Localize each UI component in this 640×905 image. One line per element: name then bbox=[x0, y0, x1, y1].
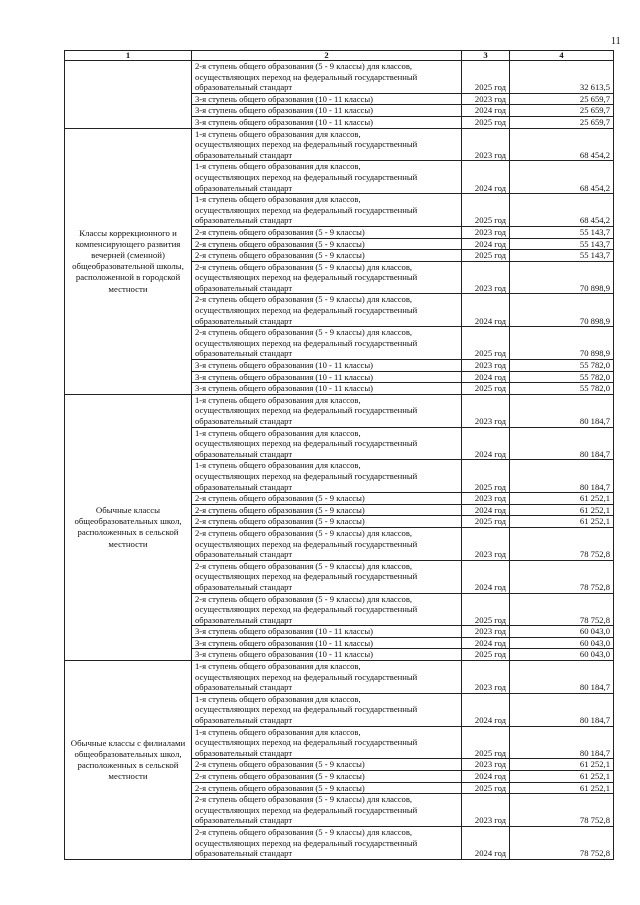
row-year: 2025 год bbox=[462, 782, 510, 794]
description-line: осуществляющих переход на федеральный государственный bbox=[195, 305, 418, 316]
row-description bbox=[192, 116, 462, 128]
row-year: 2024 год bbox=[462, 637, 510, 649]
description-line: образовательный стандарт bbox=[195, 448, 293, 459]
row-year: 2023 год bbox=[462, 261, 510, 294]
description-line: 3-я ступень общего образования (10 - 11 классы) bbox=[195, 383, 374, 394]
row-year: 2023 год bbox=[462, 128, 510, 161]
row-year: 2025 год bbox=[462, 383, 510, 395]
row-description bbox=[192, 493, 462, 505]
row-description bbox=[192, 261, 462, 294]
row-value: 55 782,0 bbox=[510, 383, 614, 395]
group-name: Обычные классы общеобразовательных школ, расположенных в сельской местности bbox=[65, 394, 192, 660]
header-col-2: 2 bbox=[192, 51, 462, 61]
row-value: 78 752,8 bbox=[510, 794, 614, 827]
cost-table bbox=[64, 50, 614, 860]
row-description bbox=[192, 649, 462, 661]
description-line: осуществляющих переход на федеральный государственный bbox=[195, 204, 418, 215]
row-year: 2023 год bbox=[462, 226, 510, 238]
header-col-4: 4 bbox=[510, 51, 614, 61]
description-line: осуществляющих переход на федеральный государственный bbox=[195, 804, 418, 815]
row-year: 2024 год bbox=[462, 238, 510, 250]
description-line: осуществляющих переход на федеральный государственный bbox=[195, 337, 418, 348]
row-value: 25 659,7 bbox=[510, 93, 614, 105]
description-line: 2-я ступень общего образования (5 - 9 классы) bbox=[195, 238, 365, 249]
row-year: 2023 год bbox=[462, 527, 510, 560]
description-line: 3-я ступень общего образования (10 - 11 классы) bbox=[195, 116, 374, 127]
row-description bbox=[192, 759, 462, 771]
row-description bbox=[192, 327, 462, 360]
description-line: осуществляющих переход на федеральный государственный bbox=[195, 837, 418, 848]
row-description bbox=[192, 726, 462, 759]
row-year: 2025 год bbox=[462, 116, 510, 128]
description-line: 2-я ступень общего образования (5 - 9 классы) для классов, bbox=[195, 826, 413, 837]
description-line: образовательный стандарт bbox=[195, 549, 293, 560]
row-value: 68 454,2 bbox=[510, 161, 614, 194]
description-line: образовательный стандарт bbox=[195, 315, 293, 326]
description-line: 1-я ступень общего образования для классов, bbox=[195, 661, 361, 672]
description-line: образовательный стандарт bbox=[195, 682, 293, 693]
row-year: 2025 год bbox=[462, 516, 510, 528]
row-value: 70 898,9 bbox=[510, 261, 614, 294]
row-value: 60 043,0 bbox=[510, 637, 614, 649]
description-line: осуществляющих переход на федеральный государственный bbox=[195, 71, 418, 82]
row-value: 60 043,0 bbox=[510, 626, 614, 638]
row-value: 25 659,7 bbox=[510, 116, 614, 128]
row-description bbox=[192, 794, 462, 827]
description-line: 2-я ступень общего образования (5 - 9 классы) для классов, bbox=[195, 61, 413, 71]
row-value: 32 613,5 bbox=[510, 61, 614, 94]
row-description bbox=[192, 560, 462, 593]
row-value: 80 184,7 bbox=[510, 394, 614, 427]
row-value: 60 043,0 bbox=[510, 649, 614, 661]
row-description bbox=[192, 360, 462, 372]
row-year: 2023 год bbox=[462, 626, 510, 638]
row-description bbox=[192, 826, 462, 859]
row-description bbox=[192, 105, 462, 117]
header-col-3: 3 bbox=[462, 51, 510, 61]
row-value: 68 454,2 bbox=[510, 194, 614, 227]
row-description bbox=[192, 527, 462, 560]
description-line: 1-я ступень общего образования для классов, bbox=[195, 194, 361, 205]
description-line: 1-я ступень общего образования для классов, bbox=[195, 427, 361, 438]
row-description bbox=[192, 128, 462, 161]
table-row bbox=[65, 128, 614, 161]
description-line: 3-я ступень общего образования (10 - 11 классы) bbox=[195, 371, 374, 382]
row-value: 78 752,8 bbox=[510, 527, 614, 560]
description-line: 3-я ступень общего образования (10 - 11 классы) bbox=[195, 637, 374, 648]
row-year: 2024 год bbox=[462, 504, 510, 516]
description-line: образовательный стандарт bbox=[195, 215, 293, 226]
row-year: 2025 год bbox=[462, 726, 510, 759]
row-description bbox=[192, 61, 462, 94]
description-line: образовательный стандарт bbox=[195, 614, 293, 625]
row-value: 68 454,2 bbox=[510, 128, 614, 161]
row-value: 61 252,1 bbox=[510, 782, 614, 794]
row-value: 61 252,1 bbox=[510, 493, 614, 505]
header-col-1: 1 bbox=[65, 51, 192, 61]
description-line: осуществляющих переход на федеральный государственный bbox=[195, 171, 418, 182]
row-value: 70 898,9 bbox=[510, 294, 614, 327]
row-value: 61 252,1 bbox=[510, 771, 614, 783]
row-value: 80 184,7 bbox=[510, 726, 614, 759]
description-line: 2-я ступень общего образования (5 - 9 классы) bbox=[195, 493, 365, 504]
group-name: Классы коррекционного и компенсирующего развития вечерней (сменной) общеобразовательной школы, расположенной в городской местности bbox=[65, 128, 192, 394]
row-value: 55 143,7 bbox=[510, 238, 614, 250]
row-description bbox=[192, 516, 462, 528]
description-line: образовательный стандарт bbox=[195, 149, 293, 160]
description-line: 2-я ступень общего образования (5 - 9 классы) для классов, bbox=[195, 294, 413, 305]
description-line: осуществляющих переход на федеральный государственный bbox=[195, 571, 418, 582]
row-description bbox=[192, 238, 462, 250]
row-year: 2024 год bbox=[462, 826, 510, 859]
description-line: образовательный стандарт bbox=[195, 416, 293, 426]
row-value: 78 752,8 bbox=[510, 593, 614, 626]
row-year: 2024 год bbox=[462, 161, 510, 194]
table-body bbox=[65, 61, 614, 860]
description-line: 3-я ступень общего образования (10 - 11 классы) bbox=[195, 649, 374, 660]
description-line: образовательный стандарт bbox=[195, 581, 293, 592]
description-line: осуществляющих переход на федеральный государственный bbox=[195, 438, 418, 449]
table-row bbox=[65, 394, 614, 427]
row-year: 2023 год bbox=[462, 794, 510, 827]
description-line: 2-я ступень общего образования (5 - 9 классы) для классов, bbox=[195, 527, 413, 538]
row-description bbox=[192, 371, 462, 383]
description-line: осуществляющих переход на федеральный государственный bbox=[195, 139, 418, 150]
description-line: образовательный стандарт bbox=[195, 82, 293, 93]
row-description bbox=[192, 782, 462, 794]
row-year: 2025 год bbox=[462, 460, 510, 493]
row-value: 61 252,1 bbox=[510, 516, 614, 528]
description-line: образовательный стандарт bbox=[195, 848, 293, 859]
table-row bbox=[65, 61, 614, 94]
description-line: осуществляющих переход на федеральный государственный bbox=[195, 604, 418, 615]
group-name: Обычные классы с филиалами общеобразовательных школ, расположенных в сельской местности bbox=[65, 661, 192, 860]
row-year: 2024 год bbox=[462, 294, 510, 327]
description-line: осуществляющих переход на федеральный государственный bbox=[195, 470, 418, 481]
row-value: 25 659,7 bbox=[510, 105, 614, 117]
description-line: 1-я ступень общего образования для классов, bbox=[195, 128, 361, 139]
row-description bbox=[192, 394, 462, 427]
row-year: 2023 год bbox=[462, 93, 510, 105]
description-line: 3-я ступень общего образования (10 - 11 классы) bbox=[195, 626, 374, 637]
row-year: 2025 год bbox=[462, 250, 510, 262]
row-year: 2023 год bbox=[462, 661, 510, 694]
description-line: 2-я ступень общего образования (5 - 9 классы) для классов, bbox=[195, 794, 413, 805]
row-value: 80 184,7 bbox=[510, 693, 614, 726]
row-description bbox=[192, 93, 462, 105]
row-value: 78 752,8 bbox=[510, 560, 614, 593]
row-description bbox=[192, 161, 462, 194]
row-description bbox=[192, 693, 462, 726]
row-description bbox=[192, 226, 462, 238]
row-description bbox=[192, 294, 462, 327]
description-line: 1-я ступень общего образования для классов, bbox=[195, 394, 361, 405]
description-line: 1-я ступень общего образования для классов, bbox=[195, 460, 361, 471]
description-line: 2-я ступень общего образования (5 - 9 классы) для классов, bbox=[195, 593, 413, 604]
description-line: 2-я ступень общего образования (5 - 9 классы) для классов, bbox=[195, 261, 413, 272]
description-line: 3-я ступень общего образования (10 - 11 классы) bbox=[195, 360, 374, 371]
row-year: 2024 год bbox=[462, 693, 510, 726]
description-line: 2-я ступень общего образования (5 - 9 классы) bbox=[195, 250, 365, 261]
row-year: 2024 год bbox=[462, 371, 510, 383]
description-line: осуществляющих переход на федеральный государственный bbox=[195, 737, 418, 748]
row-year: 2024 год bbox=[462, 771, 510, 783]
description-line: осуществляющих переход на федеральный государственный bbox=[195, 272, 418, 283]
description-line: осуществляющих переход на федеральный государственный bbox=[195, 538, 418, 549]
description-line: образовательный стандарт bbox=[195, 348, 293, 359]
description-line: 2-я ступень общего образования (5 - 9 классы) bbox=[195, 504, 365, 515]
row-year: 2023 год bbox=[462, 360, 510, 372]
row-description bbox=[192, 250, 462, 262]
row-value: 55 143,7 bbox=[510, 250, 614, 262]
row-description bbox=[192, 626, 462, 638]
description-line: 2-я ступень общего образования (5 - 9 классы) для классов, bbox=[195, 560, 413, 571]
row-value: 80 184,7 bbox=[510, 427, 614, 460]
group-name bbox=[65, 61, 192, 129]
row-description bbox=[192, 194, 462, 227]
description-line: 2-я ступень общего образования (5 - 9 классы) bbox=[195, 771, 365, 781]
row-year: 2025 год bbox=[462, 194, 510, 227]
description-line: образовательный стандарт bbox=[195, 715, 293, 726]
row-value: 70 898,9 bbox=[510, 327, 614, 360]
row-value: 80 184,7 bbox=[510, 661, 614, 694]
description-line: 2-я ступень общего образования (5 - 9 классы) bbox=[195, 516, 365, 527]
description-line: 1-я ступень общего образования для классов, bbox=[195, 726, 361, 737]
description-line: осуществляющих переход на федеральный государственный bbox=[195, 405, 418, 416]
description-line: 3-я ступень общего образования (10 - 11 классы) bbox=[195, 105, 374, 116]
row-description bbox=[192, 637, 462, 649]
description-line: образовательный стандарт bbox=[195, 747, 293, 758]
description-line: 3-я ступень общего образования (10 - 11 классы) bbox=[195, 93, 374, 104]
description-line: 2-я ступень общего образования (5 - 9 классы) для классов, bbox=[195, 327, 413, 338]
row-description bbox=[192, 383, 462, 395]
header-row bbox=[65, 51, 614, 61]
row-description bbox=[192, 504, 462, 516]
row-value: 80 184,7 bbox=[510, 460, 614, 493]
row-value: 55 782,0 bbox=[510, 371, 614, 383]
row-value: 61 252,1 bbox=[510, 504, 614, 516]
description-line: осуществляющих переход на федеральный государственный bbox=[195, 671, 418, 682]
row-year: 2024 год bbox=[462, 427, 510, 460]
row-value: 55 143,7 bbox=[510, 226, 614, 238]
row-value: 61 252,1 bbox=[510, 759, 614, 771]
row-value: 78 752,8 bbox=[510, 826, 614, 859]
row-year: 2023 год bbox=[462, 394, 510, 427]
row-description bbox=[192, 593, 462, 626]
row-year: 2025 год bbox=[462, 593, 510, 626]
description-line: образовательный стандарт bbox=[195, 815, 293, 826]
page-number: 11 bbox=[611, 36, 621, 47]
table-row bbox=[65, 661, 614, 694]
description-line: 2-я ступень общего образования (5 - 9 классы) bbox=[195, 759, 365, 770]
row-year: 2023 год bbox=[462, 759, 510, 771]
description-line: образовательный стандарт bbox=[195, 182, 293, 193]
row-year: 2025 год bbox=[462, 327, 510, 360]
description-line: образовательный стандарт bbox=[195, 481, 293, 492]
row-year: 2023 год bbox=[462, 493, 510, 505]
description-line: 1-я ступень общего образования для классов, bbox=[195, 693, 361, 704]
row-description bbox=[192, 427, 462, 460]
row-year: 2025 год bbox=[462, 649, 510, 661]
description-line: 2-я ступень общего образования (5 - 9 классы) bbox=[195, 782, 365, 793]
row-value: 55 782,0 bbox=[510, 360, 614, 372]
row-description bbox=[192, 661, 462, 694]
row-description bbox=[192, 771, 462, 783]
description-line: образовательный стандарт bbox=[195, 282, 293, 293]
row-year: 2025 год bbox=[462, 61, 510, 94]
row-description bbox=[192, 460, 462, 493]
description-line: 1-я ступень общего образования для классов, bbox=[195, 161, 361, 172]
row-year: 2024 год bbox=[462, 105, 510, 117]
row-year: 2024 год bbox=[462, 560, 510, 593]
description-line: 2-я ступень общего образования (5 - 9 классы) bbox=[195, 226, 365, 237]
description-line: осуществляющих переход на федеральный государственный bbox=[195, 704, 418, 715]
